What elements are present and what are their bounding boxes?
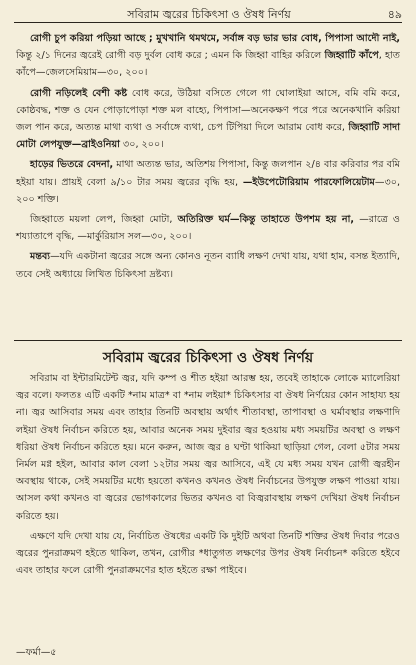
section-rule xyxy=(14,340,402,341)
running-header xyxy=(16,4,402,22)
paragraph-remark: মন্তব্য—যদি একটানা জ্বরের সঙ্গে অন্য কোনও নূতন ব্যাধি লক্ষণ দেখা যায়, যথা হাম, বসন্ত ইত্যাদি, তবে সেই অধ্যায়ে লিখিত চিকিৎসা দ্রষ্টব্য। xyxy=(16,251,400,280)
section-body xyxy=(16,370,400,579)
paragraph-bryonia: রোগী নড়িলেই বেশী কষ্ট বোধ করে, উঠিয়া বসিতে গেলে গা ঘোলাইয়া আসে, বমি বমি করে, কোষ্ঠবদ্ধ, শক্ত ও যেন পোড়াপোড়া শক্ত মল বাহ্যে, পিপাসা—অনেকক্ষণ পরে পরে অনেকখানি করিয়া জল পান করে, অত্যন্ত মাথা ব্যথা ও সর্বাঙ্গে ব্যথা, চেপ টিপিয়া দিলে আরাম বোধ করে, জিহ্বাটি সাদা মোটা লেপযুক্ত—ব্রাইওনিয়া ৩০, ২০০। xyxy=(16,87,401,151)
page-number: ৪৯ xyxy=(387,8,402,21)
header-rule xyxy=(14,22,402,23)
running-header-title: সবিরাম জ্বরের চিকিৎসা ও ঔষধ নির্ণয় xyxy=(127,8,291,21)
paragraph-mercurius: জিহ্বাতে ময়লা লেপ, জিহ্বা মোটা, অতিরিক্ত ঘর্ম—কিন্তু তাহাতে উপশম হয় না, —রাত্রে ও শয্যাতাপে বৃদ্ধি, —মার্কুরিয়াস সল—৩০, ২০০। xyxy=(16,214,400,243)
forma-signature: —ফর্মা—৫ xyxy=(16,647,57,658)
paragraph-intermittent-fever: সবিরাম বা ইন্টারমিটেন্ট জ্বর, যদি কম্প ও শীত হইয়া আরম্ভ হয়, তবেই তাহাকে লোকে ম্যালেরিয়া জ্বর বলে। ফলতঃ এটি একটি *নাম মাত্র* বা *নাম লইয়া* চিকিৎসার বা ঔষধ নির্ণয়ের কোন সাহায্য হয় না। জ্বর আসিবার সময় এবং তাহার তিনটি অবস্থায় অর্থাৎ শীতাবস্থা, তাপাবস্থা ও ঘর্মাবস্থার লক্ষণাদি লইয়া ঔষধ নির্বাচন করিতে হয়, আবার অনেক সময় দুইবার জ্বর হওয়ায় মধ্য সময়টির অবস্থা ও লক্ষণ ধরিয়া ঔষধ নির্বাচন করিতে হয়। মনে করুন, আজ জ্বর ৪ ঘণ্টা থাকিয়া ছাড়িয়া গেল, বেলা ৫টার সময় নির্মল মগ্ন হইল, আবার কাল বেলা ১২টার সময় জ্বর আসিবে, এই যে মধ্য সময় যখন রোগী জ্বরহীন অবস্থায় থাকে, সেই সময়টির মধ্যে হয়তো কখনও কখনও ঔষধ নির্বাচনের উপযুক্ত লক্ষণ পাওয়া যায়। আসল কথা কখনও বা জ্বরের ভোগকালের ভিতর কখনও বা বিজ্বরাবস্থায় লক্ষণ দেখিয়া ঔষধ নির্বাচন করিতে হয়। xyxy=(16,373,400,522)
paragraph-gelsemium: রোগী চুপ করিয়া পড়িয়া আছে ; মুখখানি থমথমে, সর্বাঙ্গ বড় ভার ভার বোধ, পিপাসা আদৌ নাই, কিন্তু ২/১ দিনের জ্বরেই রোগী বড় দুর্বল বোধ করে ; এমন কি জিহ্বা বাহির করিলে জিহ্বাটি কাঁপে, হাত কাঁপে—জেলসেমিয়াম—৩০, ২০০। xyxy=(16,33,401,79)
remedy-paragraphs xyxy=(16,30,400,283)
section-title: সবিরাম জ্বরের চিকিৎসা ও ঔষধ নির্ণয় xyxy=(102,350,314,366)
paragraph-eupatorium: হাড়ের ভিতরে বেদনা, মাথা অত্যন্ত ভার, অতিশয় পিপাসা, কিন্তু জলপান ২/৪ বার করিবার পর বমি হইয়া যায়। প্রায়ই বেলা ৯/১০ টার সময় জ্বরের বৃদ্ধি হয়, —ইউপেটোরিয়াম পারফোলিয়েটাম—৩০, ২০০ শক্তি। xyxy=(16,159,400,205)
paragraph-recurrence: এক্ষণে যদি দেখা যায় যে, নির্বাচিত ঔষধের একটি কি দুইটি অথবা তিনটি শক্তির ঔষধ দিবার পরেও জ্বরের পুনরাক্রমণ হইতে থাকিল, তখন, রোগীর *ধাতুগত লক্ষণের উপর ঔষধ নির্বাচন* করিতে হইবে এবং তাহার ফলে রোগী পুনরাক্রমণের হাত হইতে রক্ষা পাইবে। xyxy=(16,530,400,577)
